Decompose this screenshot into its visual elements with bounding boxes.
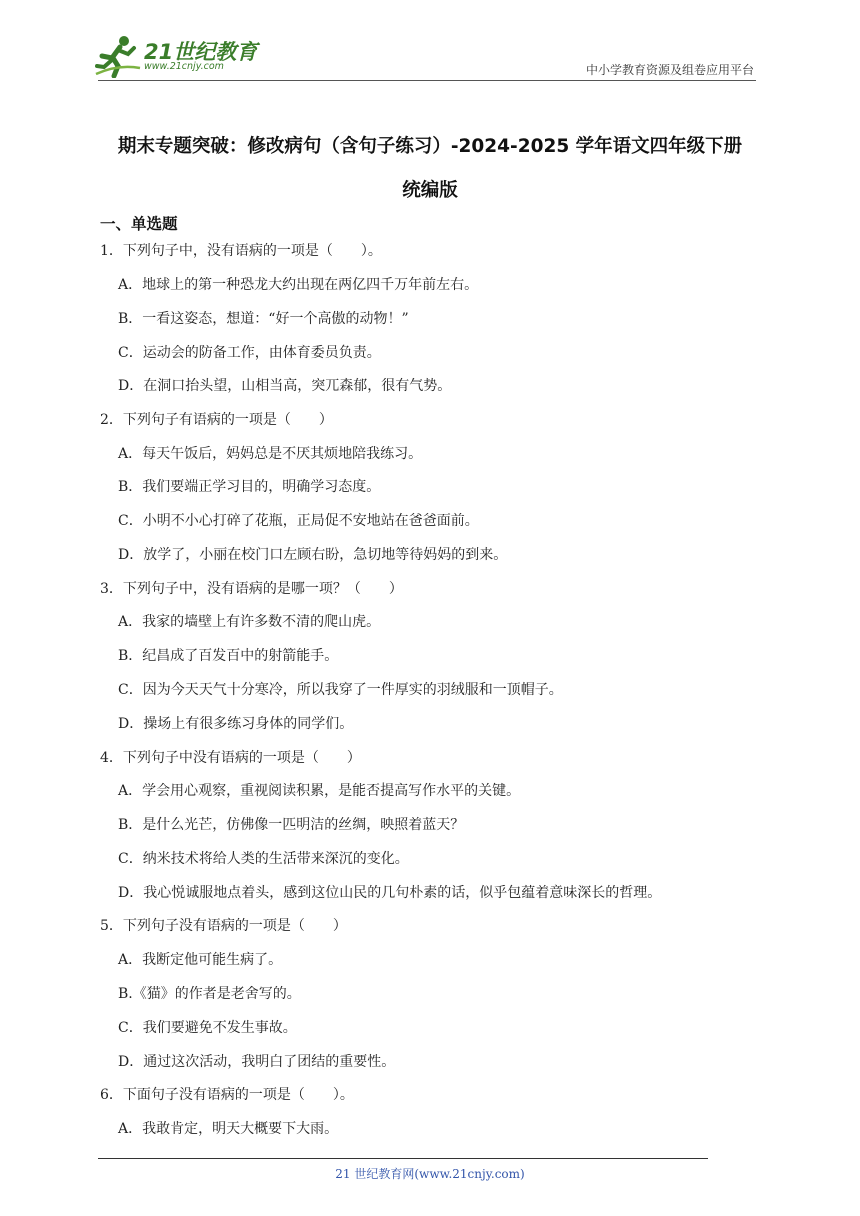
logo-text: 21世纪教育 <box>144 40 258 64</box>
option-b: B.《猫》的作者是老舍写的。 <box>118 986 301 1002</box>
option-a: A．地球上的第一种恐龙大约出现在两亿四千万年前左右。 <box>118 277 479 293</box>
option-b: B．一看这姿态，想道：“好一个高傲的动物！” <box>118 311 409 327</box>
option-a: A．学会用心观察，重视阅读积累，是能否提高写作水平的关键。 <box>118 783 521 799</box>
site-logo <box>94 34 264 80</box>
question-stem: 5．下列句子没有语病的一项是（ ） <box>100 918 347 934</box>
header-divider <box>98 80 756 81</box>
option-b: B．纪昌成了百发百中的射箭能手。 <box>118 648 339 664</box>
option-a: A．我敢肯定，明天大概要下大雨。 <box>118 1121 339 1137</box>
option-d: D．我心悦诚服地点着头，感到这位山民的几句朴素的话，似乎包蕴着意味深长的哲理。 <box>118 885 662 901</box>
document-title: 期末专题突破：修改病句（含句子练习）-2024-2025 学年语文四年级下册 <box>117 136 743 157</box>
option-d: D．操场上有很多练习身体的同学们。 <box>118 716 354 732</box>
option-a: A．每天午饭后，妈妈总是不厌其烦地陪我练习。 <box>118 446 423 462</box>
option-b: B．我们要端正学习目的，明确学习态度。 <box>118 479 381 495</box>
option-c: C．运动会的防备工作，由体育委员负责。 <box>118 345 381 361</box>
option-c: C．因为今天天气十分寒冷，所以我穿了一件厚实的羽绒服和一顶帽子。 <box>118 682 563 698</box>
page-header <box>0 0 860 90</box>
option-a: A．我断定他可能生病了。 <box>118 952 283 968</box>
option-d: D．通过这次活动，我明白了团结的重要性。 <box>118 1054 396 1070</box>
runner-logo-icon <box>94 34 142 78</box>
option-c: C．我们要避免不发生事故。 <box>118 1020 297 1036</box>
question-stem: 3．下列句子中，没有语病的是哪一项？（ ） <box>100 581 403 597</box>
footer-link[interactable]: 21 世纪教育网(www.21cnjy.com) <box>335 1167 525 1181</box>
question-stem: 1．下列句子中，没有语病的一项是（ ）。 <box>100 243 382 259</box>
option-d: D．放学了，小丽在校门口左顾右盼，急切地等待妈妈的到来。 <box>118 547 508 563</box>
question-stem: 4．下列句子中没有语病的一项是（ ） <box>100 750 361 766</box>
option-c: C．小明不小心打碎了花瓶，正局促不安地站在爸爸面前。 <box>118 513 479 529</box>
option-a: A．我家的墙壁上有许多数不清的爬山虎。 <box>118 614 381 630</box>
platform-tagline: 中小学教育资源及组卷应用平台 <box>585 63 754 77</box>
document-title-cont: 统编版 <box>402 180 458 201</box>
section-heading: 一、单选题 <box>100 215 178 233</box>
question-stem: 2．下列句子有语病的一项是（ ） <box>100 412 333 428</box>
option-c: C．纳米技术将给人类的生活带来深沉的变化。 <box>118 851 409 867</box>
question-stem: 6．下面句子没有语病的一项是（ ）。 <box>100 1087 354 1103</box>
option-d: D．在洞口抬头望，山相当高，突兀森郁，很有气势。 <box>118 378 452 394</box>
logo-url: www.21cnjy.com <box>144 61 224 72</box>
option-b: B．是什么光芒，仿佛像一匹明洁的丝绸，映照着蓝天？ <box>118 817 465 833</box>
footer-divider <box>98 1158 708 1159</box>
